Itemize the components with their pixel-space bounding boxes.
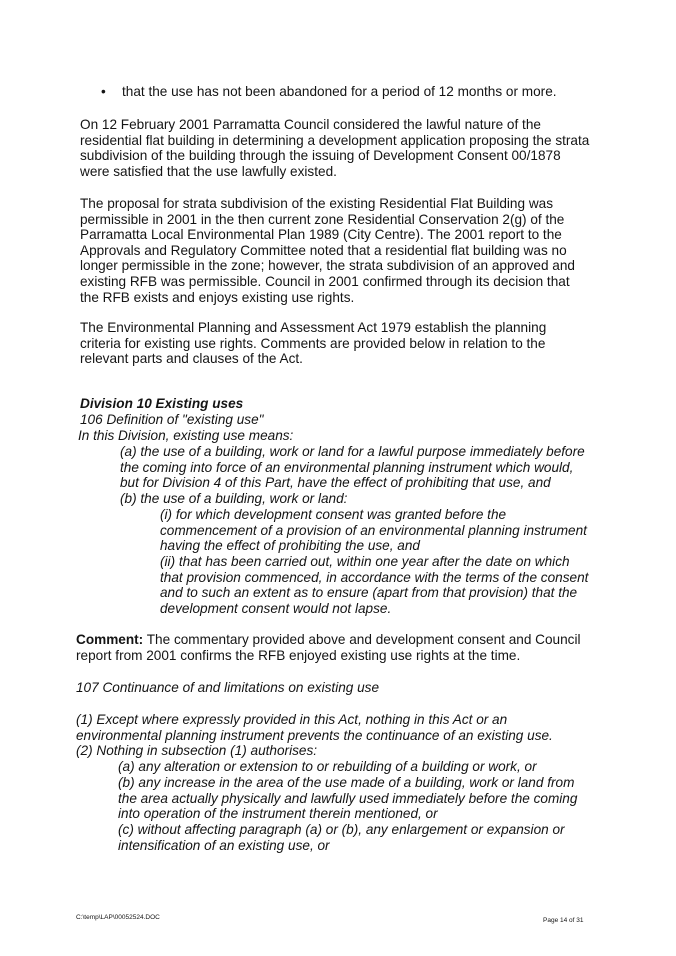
comment-line: report from 2001 confirms the RFB enjoyed existing use rights at the time. — [76, 647, 521, 663]
paragraph-line: longer permissible in the zone; however, the strata subdivision of an approved and — [80, 258, 575, 274]
subsection-107-2: (2) Nothing in subsection (1) authorises: — [76, 743, 318, 758]
clause-line: environmental planning instrument prevents the continuance of an existing use. — [76, 727, 553, 743]
paragraph-line: The Environmental Planning and Assessment Act 1979 establish the planning — [80, 320, 547, 335]
paragraph-line: existing RFB was permissible. Council in 2001 confirmed through its decision that — [80, 273, 570, 289]
clause-line: having the effect of prohibiting the use, and — [160, 538, 420, 554]
paragraph-line: residential flat building in determining a development application proposing the strata — [80, 132, 590, 148]
subsection-107-1 — [76, 712, 553, 743]
paragraph-line: criteria for existing use rights. Comments are provided below in relation to the — [80, 335, 546, 351]
comment-paragraph — [76, 632, 596, 663]
clause-line: but for Division 4 of this Part, have the effect of prohibiting that use, and — [120, 475, 551, 491]
clause-line: the area actually physically and lawfully used immediately before the coming — [118, 790, 578, 806]
clause-106-a — [120, 444, 585, 491]
section-106-intro: In this Division, existing use means: — [78, 428, 294, 443]
paragraph-council-2001 — [80, 117, 590, 179]
clause-line: development consent would not lapse. — [160, 600, 392, 616]
paragraph-line: Parramatta Local Environmental Plan 1989 (City Centre). The 2001 report to the — [80, 227, 562, 243]
clause-line: (ii) that has been carried out, within one year after the date on which — [160, 554, 570, 569]
clause-107-b — [118, 775, 577, 822]
clause-line: and to such an extent as to ensure (apart from that provision) that the — [160, 585, 578, 601]
clause-line: intensification of an existing use, or — [118, 837, 330, 853]
clause-line: (b) any increase in the area of the use made of a building, work or land from — [118, 775, 575, 790]
clause-line: (c) without affecting paragraph (a) or (b), any enlargement or expansion or — [118, 822, 565, 837]
paragraph-strata-proposal — [80, 196, 580, 305]
paragraph-line: subdivision of the building through the issuing of Development Consent 00/1878 — [80, 148, 561, 164]
clause-line: that provision commenced, in accordance with the terms of the consent — [160, 569, 589, 585]
division-heading: Division 10 Existing uses — [80, 396, 244, 411]
clause-line: (i) for which development consent was granted before the — [160, 507, 507, 522]
paragraph-line: the RFB exists and enjoys existing use rights. — [80, 289, 355, 305]
footer-page-number: Page 14 of 31 — [543, 917, 584, 924]
clause-107-a: (a) any alteration or extension to or rebuilding of a building or work, or — [118, 759, 537, 774]
clause-106-b-i — [160, 507, 587, 554]
paragraph-ep-act — [80, 320, 580, 367]
paragraph-line: were satisfied that the use lawfully existed. — [80, 163, 337, 179]
section-107-title: 107 Continuance of and limitations on existing use — [76, 680, 380, 695]
clause-line: the coming into force of an environmental planning instrument which would, — [120, 459, 574, 475]
bullet-text: that the use has not been abandoned for a period of 12 months or more. — [122, 84, 557, 99]
clause-107-c — [118, 822, 565, 853]
clause-106-b: (b) the use of a building, work or land: — [120, 491, 348, 506]
clause-line: (1) Except where expressly provided in this Act, nothing in this Act or an — [76, 712, 508, 727]
comment-label: Comment: — [76, 632, 144, 647]
clause-line: into operation of the instrument therein mentioned, or — [118, 806, 438, 822]
comment-text: The commentary provided above and development consent and Council — [143, 632, 581, 647]
section-106-title: 106 Definition of "existing use" — [80, 412, 264, 427]
paragraph-line: On 12 February 2001 Parramatta Council considered the lawful nature of the — [80, 117, 541, 132]
paragraph-line: permissible in 2001 in the then current zone Residential Conservation 2(g) of the — [80, 211, 565, 227]
paragraph-line: relevant parts and clauses of the Act. — [80, 351, 303, 367]
bullet-marker: • — [101, 84, 106, 99]
comment-line — [76, 632, 596, 648]
clause-line: (a) the use of a building, work or land for a lawful purpose immediately before — [120, 444, 585, 459]
clause-106-b-ii — [160, 554, 588, 616]
clause-line: commencement of a provision of an environmental planning instrument — [160, 522, 587, 538]
paragraph-line: The proposal for strata subdivision of the existing Residential Flat Building was — [80, 196, 554, 211]
footer-file-path: C:\temp\LAP\00052524.DOC — [76, 914, 160, 921]
paragraph-line: Approvals and Regulatory Committee noted that a residential flat building was no — [80, 242, 567, 258]
